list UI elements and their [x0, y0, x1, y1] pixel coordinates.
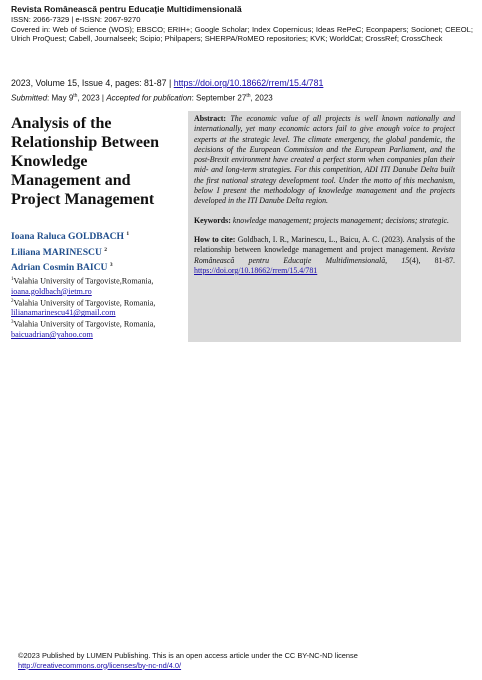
volume-line [11, 78, 473, 89]
author-2-email-link[interactable]: lilianamarinescu41@gmail.com [11, 308, 116, 318]
citation [194, 235, 455, 276]
submitted-ordinal: th [73, 93, 78, 99]
cite-journal: Revista Românească pentru Educaţie Multidimensională, 15 [194, 245, 455, 265]
article-title: Analysis of the Relationship Between Knowledge Management and Project Management [11, 115, 159, 208]
volume-info: 2023, Volume 15, Issue 4, pages: 81-87 | [11, 78, 172, 88]
indexing-list: Covered in: Web of Science (WOS); EBSCO; ERIH+; Google Scholar; Index Copernicus; Ideas RePeC; Econpapers; Socionet; CEEOL; Ulrich ProQuest; Cabell, Journalseek; Scipio; Philpapers; SHERPA/RoMEO repositories; KVK; WorldCat; CrossRef; CrossCheck [11, 24, 473, 43]
keywords-text: knowledge management; projects management; decisions; strategic. [232, 215, 450, 225]
accepted-label: Accepted for publication [106, 93, 192, 103]
license-text: ©2023 Published by LUMEN Publishing. This is an open access article under the CC BY-NC-ND license [18, 651, 358, 660]
affiliation-3: $^3$Valahia University of Targoviste, Romania, baicuadrian@yahoo.com [11, 320, 156, 340]
license-footer [18, 651, 465, 670]
abstract-box [188, 111, 461, 342]
author-1-email-link[interactable]: ioana.goldbach@ietm.ro [11, 286, 92, 296]
cite-text: Goldbach, I. R., Marinescu, L., Baicu, A. C. (2023). Analysis of the relationship between knowledge management and project management. [194, 234, 455, 255]
abstract-label: Abstract: [194, 114, 226, 123]
issn-line: ISSN: 2066-7329 | e-ISSN: 2067-9270 [11, 15, 141, 24]
submitted-date: : May 9 [47, 93, 74, 103]
abstract-paragraph [194, 114, 455, 207]
submission-dates [11, 91, 473, 104]
license-link[interactable]: http://creativecommons.org/licenses/by-nc-nd/4.0/ [18, 660, 182, 670]
author-3: Adrian Cosmin BAICU $^3$ [11, 262, 113, 274]
submitted-label: Submitted [11, 93, 48, 103]
author-1: Ioana Raluca GOLDBACH $^1$ [11, 231, 130, 243]
cite-doi-link[interactable]: https://doi.org/10.18662/rrem/15.4/781 [194, 265, 318, 275]
affiliation-list [11, 275, 183, 340]
cite-label: How to cite: [194, 234, 236, 244]
cite-issue: (4), 81-87. [409, 255, 456, 265]
accepted-date: : September 27 [191, 93, 247, 103]
keywords-label: Keywords: [194, 215, 231, 225]
submitted-year: , 2023 | [77, 93, 104, 103]
journal-header [11, 4, 473, 44]
author-list [11, 228, 181, 275]
journal-title: Revista Românească pentru Educaţie Multidimensională [11, 4, 242, 14]
doi-link[interactable]: https://doi.org/10.18662/rrem/15.4/781 [173, 78, 324, 88]
accepted-year: , 2023 [250, 93, 273, 103]
author-2: Liliana MARINESCU $^2$ [11, 246, 108, 258]
affiliation-1: $^1$Valahia University of Targoviste,Romania, ioana.goldbach@ietm.ro [11, 276, 154, 296]
keywords [194, 216, 455, 226]
accepted-ordinal: th [246, 93, 251, 99]
abstract-text: The economic value of all projects is well known nationally and internationally, yet many economic actors fail to give enough voice to project experts at the strategic level. The climate emergency, the global pandemic, the decisions of the European Commission and the European Parliament, and the post-Brexit environment have created a perfect storm when companies plan their mid- and long-term strategies. For this competition, ADI ITI Danube Delta built the first national strategy development tool. Under the motto of this mechanism, below I present the methodology of knowledge management and the projects developed in the ITI Danube Delta region. [194, 114, 455, 206]
affiliation-2: $^2$Valahia University of Targoviste, Romania, lilianamarinescu41@gmail.com [11, 298, 156, 318]
author-3-email-link[interactable]: baicuadrian@yahoo.com [11, 330, 93, 340]
